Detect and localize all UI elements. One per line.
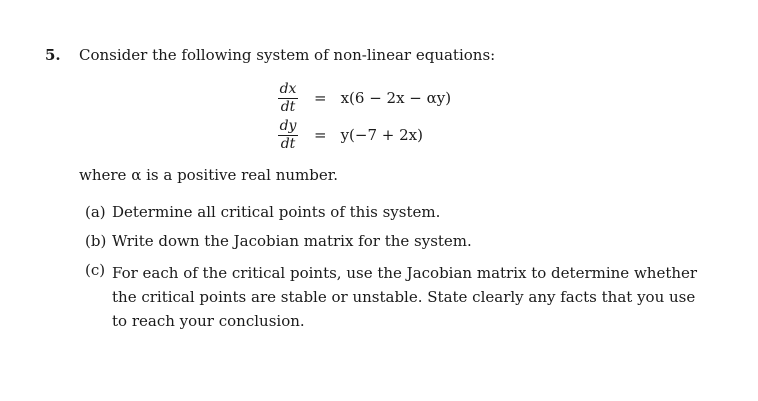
- part-a: [85, 203, 440, 221]
- part-text-line: For each of the critical points, use the Jacobian matrix to determine whether: [112, 264, 698, 282]
- alpha-condition-text: where α is a positive real number.: [79, 166, 339, 184]
- equals-sign: =: [314, 89, 327, 107]
- fraction-numerator: dy: [279, 117, 297, 134]
- equals-sign: =: [314, 126, 327, 144]
- problem-intro: Consider the following system of non-linear equations:: [79, 46, 496, 64]
- equation-rhs: x(6 − 2x − αy): [340, 89, 452, 107]
- equation-dx-dt: [276, 81, 451, 115]
- part-label: (a): [85, 203, 106, 221]
- part-text-line: the critical points are stable or unstable. State clearly any facts that you use: [112, 288, 696, 306]
- part-c: [85, 261, 698, 330]
- derivative-dy-dt: [276, 119, 300, 152]
- part-b: [85, 232, 472, 250]
- derivative-dx-dt: [276, 82, 300, 115]
- equation-dy-dt: [276, 118, 423, 152]
- fraction-numerator: dx: [279, 80, 297, 97]
- problem-number: 5.: [45, 46, 61, 64]
- equation-rhs: y(−7 + 2x): [340, 126, 423, 144]
- part-text: Write down the Jacobian matrix for the system.: [112, 232, 472, 250]
- part-label: (b): [85, 232, 107, 250]
- part-text-line: to reach your conclusion.: [112, 312, 305, 330]
- part-label: (c): [85, 261, 106, 279]
- part-text: Determine all critical points of this system.: [112, 203, 441, 221]
- fraction-denominator: dt: [280, 98, 296, 115]
- fraction-denominator: dt: [280, 135, 296, 152]
- part-text: [112, 261, 698, 333]
